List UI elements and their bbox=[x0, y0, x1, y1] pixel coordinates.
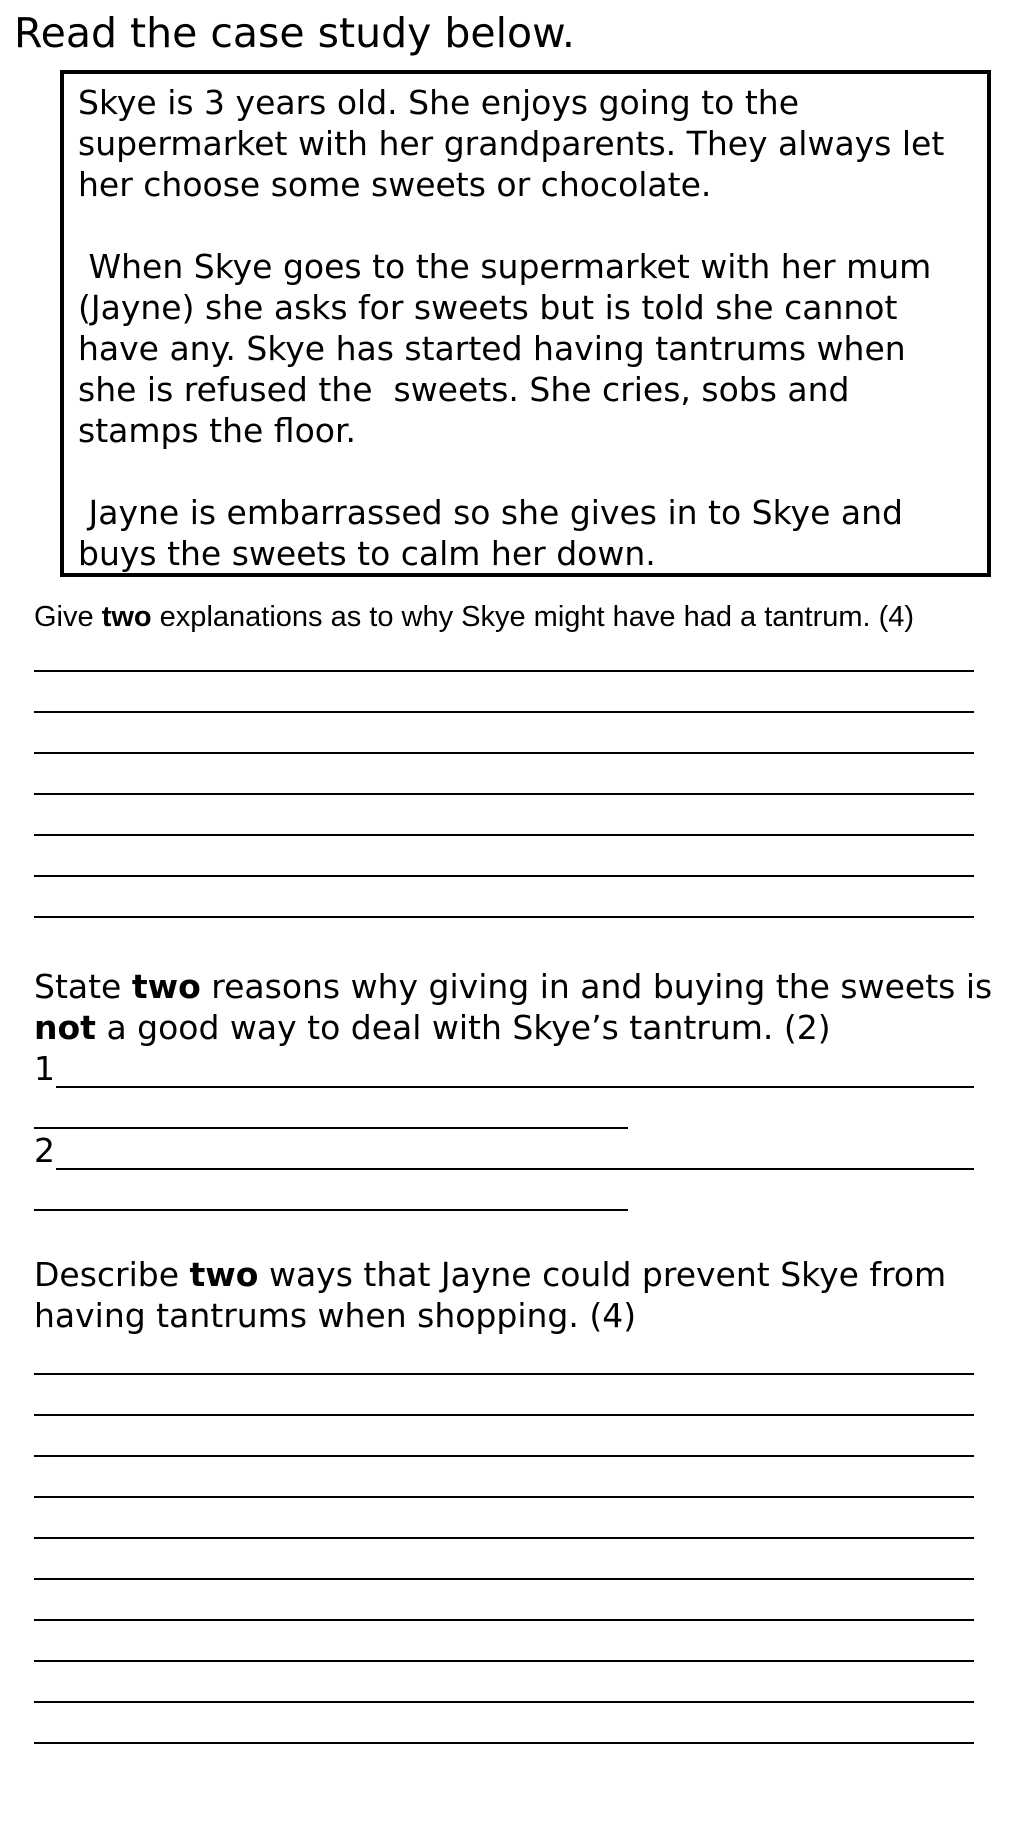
case-study-box bbox=[60, 70, 991, 577]
case-study-paragraph: When Skye goes to the supermarket with her mum (Jayne) she asks for sweets but is told she cannot have any. Skye has started having tantrums when she is refused the sweets. She cries, sobs and stamps the floor. bbox=[78, 247, 942, 450]
question-text: State bbox=[34, 967, 132, 1006]
question-emphasis: two bbox=[101, 601, 152, 633]
question-line bbox=[34, 1007, 992, 1048]
question-emphasis: two bbox=[189, 1255, 259, 1294]
answer-line[interactable] bbox=[34, 1619, 974, 1621]
answer-line[interactable] bbox=[34, 1742, 974, 1744]
question-text: Describe bbox=[34, 1255, 190, 1294]
answer-line[interactable] bbox=[34, 1578, 974, 1580]
question-text: ways that Jayne could prevent Skye from bbox=[258, 1255, 947, 1294]
answer-line[interactable] bbox=[34, 670, 974, 672]
answer-line[interactable] bbox=[34, 1660, 974, 1662]
answer-line[interactable] bbox=[34, 1127, 628, 1129]
answer-number: 2 bbox=[34, 1131, 55, 1170]
answer-line[interactable] bbox=[34, 1209, 628, 1211]
question-1 bbox=[34, 598, 914, 636]
answer-line[interactable] bbox=[34, 793, 974, 795]
question-text: reasons why giving in and buying the sweets is bbox=[200, 967, 993, 1006]
answer-line[interactable] bbox=[34, 916, 974, 918]
answer-line[interactable] bbox=[34, 1455, 974, 1457]
question-line: having tantrums when shopping. (4) bbox=[34, 1296, 637, 1335]
answer-line[interactable] bbox=[34, 752, 974, 754]
question-line bbox=[34, 1254, 946, 1295]
answer-line[interactable] bbox=[34, 834, 974, 836]
question-2 bbox=[34, 966, 992, 1048]
question-line bbox=[34, 966, 992, 1007]
answer-line[interactable] bbox=[34, 1496, 974, 1498]
answer-line[interactable] bbox=[34, 1414, 974, 1416]
answer-line[interactable] bbox=[34, 1373, 974, 1375]
answer-line[interactable] bbox=[34, 875, 974, 877]
question-3 bbox=[34, 1254, 946, 1336]
question-emphasis: two bbox=[131, 967, 201, 1006]
case-study-paragraph: Jayne is embarrassed so she gives in to Skye and buys the sweets to calm her down. bbox=[78, 493, 914, 573]
answer-line[interactable] bbox=[56, 1086, 974, 1088]
answer-line[interactable] bbox=[56, 1168, 974, 1170]
answer-line[interactable] bbox=[34, 711, 974, 713]
answer-line[interactable] bbox=[34, 1701, 974, 1703]
answer-number: 1 bbox=[34, 1049, 55, 1088]
question-text: a good way to deal with Skye’s tantrum. (2) bbox=[95, 1008, 831, 1047]
answer-line[interactable] bbox=[34, 1537, 974, 1539]
question-text: explanations as to why Skye might have had a tantrum. (4) bbox=[151, 601, 915, 633]
question-text: Give bbox=[34, 601, 102, 633]
page-title: Read the case study below. bbox=[14, 9, 575, 57]
case-study-paragraph: Skye is 3 years old. She enjoys going to the supermarket with her grandparents. They always let her choose some sweets or chocolate. bbox=[78, 83, 955, 204]
question-emphasis: not bbox=[34, 1008, 96, 1047]
